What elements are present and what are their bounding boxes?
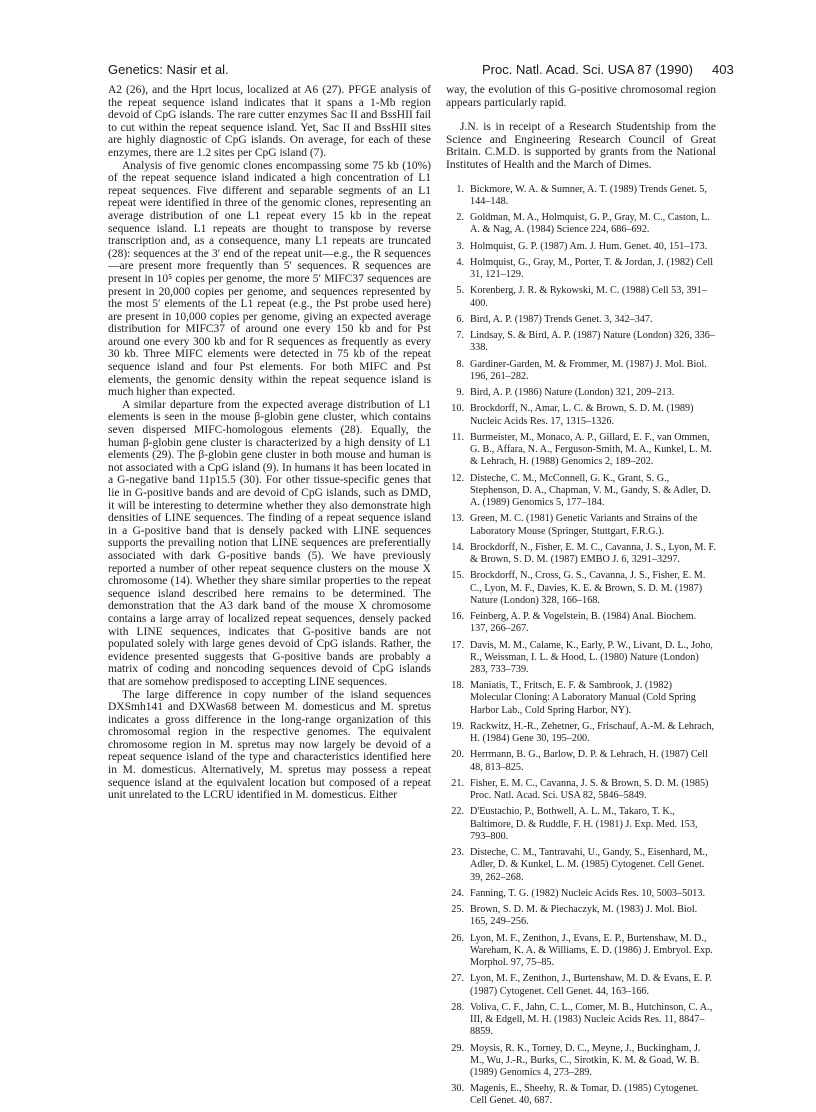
reference-item bbox=[446, 241, 716, 253]
reference-number: 14. bbox=[451, 541, 464, 553]
reference-item bbox=[446, 432, 716, 469]
reference-number: 9. bbox=[456, 387, 464, 399]
reference-number: 4. bbox=[456, 256, 464, 268]
reference-text: Lindsay, S. & Bird, A. P. (1987) Nature (London) 326, 336–338. bbox=[470, 330, 715, 354]
reference-number: 18. bbox=[451, 680, 464, 692]
reference-text: Fanning, T. G. (1982) Nucleic Acids Res. 10, 5003–5013. bbox=[470, 887, 706, 899]
reference-list bbox=[446, 184, 716, 1108]
reference-text: Goldman, M. A., Holmquist, G. P., Gray, M. C., Caston, L. A. & Nag, A. (1984) Science 224, 686–692. bbox=[470, 212, 710, 236]
reference-number: 5. bbox=[456, 285, 464, 297]
reference-item bbox=[446, 933, 716, 970]
reference-item bbox=[446, 847, 716, 884]
reference-text: D'Eustachio, P., Bothwell, A. L. M., Takaro, T. K., Baltimore, D. & Ruddle, F. H. (1981) J. Exp. Med. 153, 793–800. bbox=[470, 806, 698, 842]
reference-item bbox=[446, 904, 716, 928]
reference-item bbox=[446, 806, 716, 843]
reference-text: Brockdorff, N., Amar, L. C. & Brown, S. D. M. (1989) Nucleic Acids Res. 17, 1315–1326. bbox=[470, 403, 694, 427]
reference-text: Herrmann, B. G., Barlow, D. P. & Lehrach, H. (1987) Cell 48, 813–825. bbox=[470, 749, 708, 773]
reference-number: 19. bbox=[451, 720, 464, 732]
reference-number: 12. bbox=[451, 472, 464, 484]
reference-number: 6. bbox=[456, 313, 464, 325]
reference-number: 13. bbox=[451, 513, 464, 525]
reference-text: Brockdorff, N., Fisher, E. M. C., Cavanna, J. S., Lyon, M. F. & Brown, S. D. M. (1987) EMBO J. 6, 3291–3297. bbox=[470, 541, 716, 566]
reference-text: Brockdorff, N., Cross, G. S., Cavanna, J. S., Fisher, E. M. C., Lyon, M. F., Davies, K. E. & Brown, S. D. M. (1987) Nature (London) 328, 166–168. bbox=[470, 570, 706, 606]
reference-number: 3. bbox=[456, 240, 464, 252]
reference-text: Lyon, M. F., Zenthon, J., Evans, E. P., Burtenshaw, M. D., Wareham, K. A. & Williams, E. D. (1986) J. Embryol. Exp. Morphol. 97, 75–85. bbox=[470, 932, 713, 969]
reference-number: 25. bbox=[451, 904, 464, 916]
reference-item bbox=[446, 680, 716, 717]
reference-number: 30. bbox=[451, 1083, 464, 1095]
reference-item bbox=[446, 257, 716, 281]
reference-number: 1. bbox=[456, 183, 464, 195]
reference-number: 8. bbox=[456, 358, 464, 370]
reference-number: 22. bbox=[451, 806, 464, 818]
reference-item bbox=[446, 1002, 716, 1039]
reference-item bbox=[446, 314, 716, 326]
reference-number: 23. bbox=[451, 847, 464, 859]
reference-text: Gardiner-Garden, M. & Frommer, M. (1987) J. Mol. Biol. 196, 261–282. bbox=[470, 358, 707, 382]
reference-number: 26. bbox=[451, 932, 464, 944]
reference-number: 7. bbox=[456, 330, 464, 342]
body-paragraph: Analysis of five genomic clones encompassing some 75 kb (10%) of the repeat sequence island indicated a high concentration of L1 repeat sequences. Five different and separable segments of an L1 repeat were identified in three of the genomic clones, representing an average distribution of one L1 repeat every 15 kb in the repeat sequence island. L1 repeats are thought to transpose by reverse transcription and, as a consequence, many L1 repeats are truncated (28): sequences at the 3′ end of the repeat unit—e.g., the R sequences—are present more frequently than 5′ sequences. R sequences are present in 10⁵ copies per genome, the more 5′ MIFC37 sequences are present in 20,000 copies per genome, and sequences represented by the most 5′ elements of the L1 repeat (e.g., the Pst probe used here) are present in 10,000 copies per genome, giving an expected average distribution for MIFC37 of around one every 150 kb and for Pst around one every 300 kb and for R sequences as frequently as every 30 kb. Three MIFC elements were detected in 75 kb of the repeat sequence island and four Pst elements. For both MIFC and Pst elements, the genomic density within the repeat sequence island is much higher than expected. bbox=[108, 159, 431, 399]
reference-item bbox=[446, 473, 716, 510]
reference-text: Lyon, M. F., Zenthon, J., Burtenshaw, M. D. & Evans, E. P. (1987) Cytogenet. Cell Genet. 44, 163–166. bbox=[470, 973, 712, 997]
reference-text: Rackwitz, H.-R., Zehetner, G., Frischauf, A.-M. & Lehrach, H. (1984) Gene 30, 195–200. bbox=[470, 720, 715, 745]
reference-number: 16. bbox=[451, 611, 464, 623]
right-column bbox=[446, 84, 716, 1112]
reference-text: Holmquist, G., Gray, M., Porter, T. & Jordan, J. (1982) Cell 31, 121–129. bbox=[470, 256, 714, 281]
reference-number: 29. bbox=[451, 1042, 464, 1054]
reference-item bbox=[446, 749, 716, 773]
reference-number: 2. bbox=[456, 212, 464, 224]
page-number: 403 bbox=[712, 62, 734, 77]
reference-text: Holmquist, G. P. (1987) Am. J. Hum. Genet. 40, 151–173. bbox=[470, 240, 708, 252]
body-paragraph-continuation: way, the evolution of this G-positive chromosomal region appears particularly rapid. bbox=[446, 84, 716, 109]
reference-text: Magenis, E., Sheehy, R. & Tomar, D. (1985) Cytogenet. Cell Genet. 40, 687. bbox=[470, 1083, 699, 1107]
reference-number: 21. bbox=[451, 777, 464, 789]
reference-text: Feinberg, A. P. & Vogelstein, B. (1984) Anal. Biochem. 137, 266–267. bbox=[470, 611, 697, 635]
acknowledgment: J.N. is in receipt of a Research Studentship from the Science and Engineering Research Council of Great Britain. C.M.D. is supported by grants from the National Institutes of Health and the March of Dimes. bbox=[446, 121, 716, 171]
reference-number: 17. bbox=[451, 639, 464, 651]
reference-item bbox=[446, 640, 716, 677]
reference-text: Disteche, C. M., McConnell, G. K., Grant, S. G., Stephenson, D. A., Chapman, V. M., Gandy, S. & Adler, D. A. (1989) Genomics 5, 177–184. bbox=[470, 472, 711, 509]
reference-text: Voliva, C. F., Jahn, C. L., Comer, M. B., Hutchinson, C. A., III, & Edgell, M. H. (1983) Nucleic Acids Res. 11, 8847–8859. bbox=[470, 1001, 713, 1038]
running-head-journal: Proc. Natl. Acad. Sci. USA 87 (1990) bbox=[482, 62, 693, 77]
reference-number: 24. bbox=[451, 887, 464, 899]
reference-item bbox=[446, 542, 716, 566]
reference-number: 10. bbox=[451, 403, 464, 415]
reference-item bbox=[446, 403, 716, 427]
reference-item bbox=[446, 359, 716, 383]
reference-item bbox=[446, 973, 716, 997]
reference-item bbox=[446, 285, 716, 309]
reference-text: Bird, A. P. (1987) Trends Genet. 3, 342–347. bbox=[470, 313, 653, 325]
reference-item bbox=[446, 611, 716, 635]
reference-number: 28. bbox=[451, 1001, 464, 1013]
reference-item bbox=[446, 778, 716, 802]
reference-text: Burmeister, M., Monaco, A. P., Gillard, E. F., van Ommen, G. B., Affara, N. A., Ferguson-Smith, M. A., Kunkel, L. M. & Lehrach, H. (1988) Genomics 2, 189–202. bbox=[470, 431, 712, 468]
reference-item bbox=[446, 212, 716, 236]
reference-item bbox=[446, 184, 716, 208]
reference-text: Disteche, C. M., Tantravahi, U., Gandy, S., Eisenhard, M., Adler, D. & Kunkel, L. M. (1985) Cytogenet. Cell Genet. 39, 262–268. bbox=[470, 847, 708, 883]
reference-text: Green, M. C. (1981) Genetic Variants and Strains of the Laboratory Mouse (Springer, Stuttgart, F.R.G.). bbox=[470, 513, 698, 537]
body-paragraph: The large difference in copy number of the island sequences DXSmh141 and DXWas68 between M. domesticus and M. spretus indicates a gross difference in the long-range organization of this chromosomal region in the respective genomes. The equivalent chromosome region in M. spretus may now largely be devoid of a repeat sequence island of the type and characteristics identified here in M. domesticus. Alternatively, M. spretus may possess a repeat sequence island at the equivalent location but composed of a repeat unit unrelated to the LCRU identified in M. domesticus. Either bbox=[108, 688, 431, 802]
reference-text: Davis, M. M., Calame, K., Early, P. W., Livant, D. L., Joho, R., Weissman, I. L. & Hood, L. (1980) Nature (London) 283, 733–739. bbox=[470, 639, 713, 675]
reference-number: 20. bbox=[451, 749, 464, 761]
left-column bbox=[108, 84, 431, 802]
reference-number: 15. bbox=[451, 570, 464, 582]
reference-item bbox=[446, 513, 716, 537]
reference-item bbox=[446, 570, 716, 607]
reference-text: Maniatis, T., Fritsch, E. F. & Sambrook, J. (1982) Molecular Cloning: A Laboratory Manual (Cold Spring Harbor Lab., Cold Spring Harbor, NY). bbox=[470, 680, 696, 716]
reference-text: Moysis, R. K., Torney, D. C., Meyne, J., Buckingham, J. M., Wu, J.-R., Burks, C., Sirotkin, K. M. & Goad, W. B. (1989) Genomics 4, 273–289. bbox=[470, 1042, 701, 1078]
reference-item bbox=[446, 387, 716, 399]
reference-item bbox=[446, 888, 716, 900]
reference-text: Korenberg, J. R. & Rykowski, M. C. (1988) Cell 53, 391–400. bbox=[470, 285, 707, 309]
reference-text: Bickmore, W. A. & Sumner, A. T. (1989) Trends Genet. 5, 144–148. bbox=[470, 183, 707, 207]
reference-number: 11. bbox=[451, 431, 464, 443]
reference-text: Brown, S. D. M. & Piechaczyk, M. (1983) J. Mol. Biol. 165, 249–256. bbox=[470, 904, 698, 928]
reference-number: 27. bbox=[451, 973, 464, 985]
reference-item bbox=[446, 1043, 716, 1080]
reference-text: Bird, A. P. (1986) Nature (London) 321, 209–213. bbox=[470, 387, 675, 399]
reference-text: Fisher, E. M. C., Cavanna, J. S. & Brown, S. D. M. (1985) Proc. Natl. Acad. Sci. USA 82, 5846–5849. bbox=[470, 777, 709, 802]
reference-item bbox=[446, 330, 716, 354]
reference-item bbox=[446, 1083, 716, 1107]
running-head-left: Genetics: Nasir et al. bbox=[108, 62, 229, 77]
body-paragraph: A similar departure from the expected average distribution of L1 elements is seen in the mouse β-globin gene cluster, which contains seven dispersed MIFC-homologous elements (28). Equally, the human β-globin gene cluster is characterized by a high density of L1 elements (29). The β-globin gene cluster in both mouse and human is not associated with a CpG island (9). In humans it has been located in a G-negative band 11p15.5 (30). For other tissue-specific genes that lie in G-positive bands and are devoid of CpG islands, such as DMD, it will be interesting to determine whether they also demonstrate high densities of LINE sequences. The finding of a repeat sequence island in a G-positive band that is densely packed with LINE sequences supports the prevailing notion that LINE sequences are preferentially associated with dark G-positive bands (5). We have previously reported a number of other repeat sequence clusters on the mouse X chromosome (14). Whether they share similar properties to the repeat sequence island described here remains to be determined. The demonstration that the A3 dark band of the mouse X chromosome contains a large array of localized repeat sequences, densely packed with LINE sequences, indicates that G-positive bands are not populated solely with large genes devoid of CpG islands. Rather, the evidence presented suggests that G-positive bands are probably a matrix of coding and noncoding sequences devoid of CpG islands that are somehow predisposed to accepting LINE sequences. bbox=[108, 398, 431, 688]
body-paragraph: A2 (26), and the Hprt locus, localized at A6 (27). PFGE analysis of the repeat sequence island indicates that it spans a 1-Mb region devoid of CpG islands. The rare cutter enzymes Sac II and BssHII fail to cut within the repeat sequence island. Yet, Sac II and BssHII sites are highly diagnostic of CpG islands. On average, for each of these enzymes, there are 1.2 sites per CpG island (7). bbox=[108, 84, 431, 159]
reference-item bbox=[446, 721, 716, 745]
